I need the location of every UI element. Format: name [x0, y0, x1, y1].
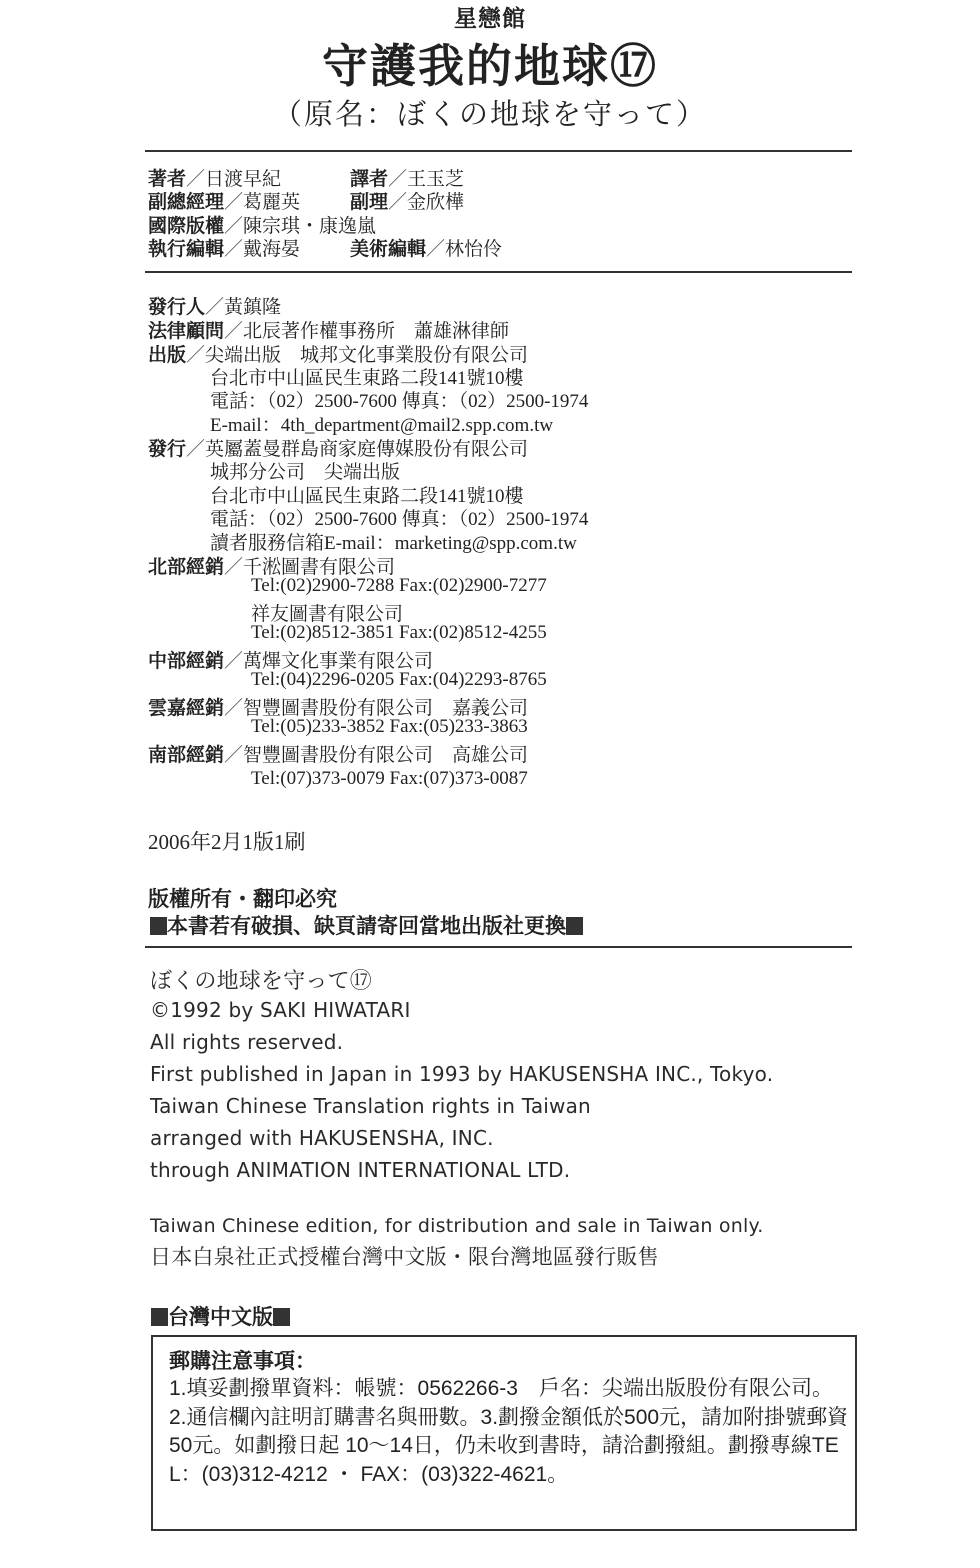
postal-order-box	[151, 1335, 857, 1531]
credit-translator: 譯者／王玉芝	[350, 168, 465, 190]
distributor-line: 台北市中山區民生東路二段141號10樓	[210, 486, 524, 507]
dealer-line: Tel:(02)2900-7288 Fax:(02)2900-7277	[251, 575, 547, 596]
credit-label: 副總經理	[148, 191, 225, 213]
credit-deputy-manager: 副理／金欣樺	[350, 191, 465, 213]
copyright-line: Taiwan Chinese Translation rights in Taiwan	[150, 1094, 591, 1118]
copyright-line: First published in Japan in 1993 by HAKUSENSHA INC., Tokyo.	[150, 1062, 774, 1086]
credit-deputy-gm: 副總經理／葛麗英	[148, 191, 301, 213]
distributor-line: 城邦分公司 尖端出版	[210, 462, 401, 483]
credit-label: 執行編輯	[148, 238, 225, 260]
postal-order-body: 1.填妥劃撥單資料：帳號：0562266-3 戶名：尖端出版股份有限公司。2.通信欄內註明訂購書名與冊數。3.劃撥金額低於500元，請加附掛號郵資50元。如劃撥日起 10～14日，仍未收到書時，請洽劃撥組。劃撥專線TEL：(03)312-4212 ・ FAX：(03)322-4621。	[169, 1377, 849, 1486]
dealer-line: Tel:(04)2296-0205 Fax:(04)2293-8765	[251, 669, 547, 690]
issuer-label: 發行人	[148, 296, 206, 318]
original-title: （原名：ぼくの地球を守って）	[272, 97, 707, 131]
damage-notice	[150, 910, 583, 940]
distributor-email: 讀者服務信箱E-mail：marketing@spp.com.tw	[210, 533, 577, 554]
credit-label: 國際版權	[148, 215, 225, 237]
distributor-line: 英屬蓋曼群島商家庭傳媒股份有限公司	[205, 439, 529, 460]
credit-art-editor: 美術編輯／林怡伶	[350, 238, 503, 260]
credit-value: 戴海晏	[243, 238, 301, 260]
dealer-line: Tel:(05)233-3852 Fax:(05)233-3863	[251, 716, 528, 737]
imprint-name: 星戀館	[454, 6, 526, 32]
issuer-value: 黃鎮隆	[224, 297, 282, 318]
distribution-zh: 日本白泉社正式授權台灣中文版・限台灣地區發行販售	[150, 1245, 659, 1269]
north-dealer-row: 北部經銷／千淞圖書有限公司	[148, 556, 396, 578]
rights-reserved: 版權所有・翻印必究	[148, 887, 337, 911]
credit-executive-editor: 執行編輯／戴海晏	[148, 238, 301, 260]
yunjia-dealer-label: 雲嘉經銷	[148, 697, 225, 719]
square-bullet-icon	[566, 917, 583, 935]
distributor-label: 發行	[148, 438, 187, 460]
dealer-line: 智豐圖書股份有限公司 高雄公司	[243, 745, 529, 766]
credit-value: 葛麗英	[243, 191, 301, 213]
dealer-line: Tel:(02)8512-3851 Fax:(02)8512-4255	[251, 622, 547, 643]
credit-label: 副理	[350, 191, 389, 213]
legal-label: 法律顧問	[148, 320, 225, 342]
copyright-line: arranged with HAKUSENSHA, INC.	[150, 1126, 494, 1150]
credit-label: 著者	[148, 168, 187, 190]
central-dealer-label: 中部經銷	[148, 650, 225, 672]
damage-notice-text: 本書若有破損、缺頁請寄回當地出版社更換	[167, 914, 566, 938]
square-bullet-icon	[151, 1308, 168, 1326]
copyright-line: All rights reserved.	[150, 1030, 344, 1054]
credit-value: 日渡早紀	[205, 168, 282, 190]
central-dealer-row: 中部經銷／萬熚文化事業有限公司	[148, 650, 434, 672]
edition-date: 2006年2月1版1刷	[148, 830, 306, 854]
issuer-row: 發行人／黃鎮隆	[148, 296, 282, 318]
edition-label-text: 台灣中文版	[168, 1305, 273, 1329]
publisher-label: 出版	[148, 344, 187, 366]
copyright-line: through ANIMATION INTERNATIONAL LTD.	[150, 1158, 571, 1182]
publisher-line: 電話：（02）2500-7600 傳真：（02）2500-1974	[210, 391, 589, 412]
postal-order-heading: 郵購注意事項：	[169, 1349, 316, 1373]
credit-label: 美術編輯	[350, 238, 427, 260]
credit-intl-rights: 國際版權／陳宗琪・康逸嵐	[148, 215, 377, 237]
credit-value: 王玉芝	[407, 168, 465, 190]
legal-row: 法律顧問／北辰著作權事務所 蕭雄淋律師	[148, 320, 510, 342]
publisher-line: 台北市中山區民生東路二段141號10樓	[210, 368, 524, 389]
publisher-line: 尖端出版 城邦文化事業股份有限公司	[205, 345, 529, 366]
credit-value: 林怡伶	[445, 238, 503, 260]
yunjia-dealer-row: 雲嘉經銷／智豐圖書股份有限公司 嘉義公司	[148, 697, 529, 719]
divider	[145, 150, 852, 152]
dealer-line: 萬熚文化事業有限公司	[243, 651, 434, 672]
north-dealer-label: 北部經銷	[148, 556, 225, 578]
divider	[145, 946, 852, 948]
south-dealer-label: 南部經銷	[148, 744, 225, 766]
credit-value: 金欣樺	[407, 191, 465, 213]
dealer-line: 智豐圖書股份有限公司 嘉義公司	[243, 698, 529, 719]
legal-value: 北辰著作權事務所 蕭雄淋律師	[243, 321, 510, 342]
square-bullet-icon	[150, 917, 167, 935]
distribution-en: Taiwan Chinese edition, for distribution and sale in Taiwan only.	[150, 1215, 764, 1237]
dealer-line: Tel:(07)373-0079 Fax:(07)373-0087	[251, 768, 528, 789]
distributor-line: 電話：（02）2500-7600 傳真：（02）2500-1974	[210, 509, 589, 530]
credit-label: 譯者	[350, 168, 389, 190]
publisher-email: E-mail：4th_department@mail2.spp.com.tw	[210, 415, 554, 436]
credit-value: 陳宗琪・康逸嵐	[243, 215, 377, 237]
credit-author: 著者／日渡早紀	[148, 168, 282, 190]
dealer-line: 祥友圖書有限公司	[251, 604, 404, 625]
distributor-row: 發行／英屬蓋曼群島商家庭傳媒股份有限公司	[148, 438, 529, 460]
divider	[145, 271, 852, 273]
south-dealer-row: 南部經銷／智豐圖書股份有限公司 高雄公司	[148, 744, 529, 766]
publisher-row: 出版／尖端出版 城邦文化事業股份有限公司	[148, 344, 529, 366]
book-title: 守護我的地球⑰	[322, 39, 658, 93]
copyright-line: ©1992 by SAKI HIWATARI	[150, 998, 411, 1022]
edition-label	[151, 1301, 290, 1331]
square-bullet-icon	[273, 1308, 290, 1326]
original-title-jp: ぼくの地球を守って⑰	[150, 969, 373, 994]
dealer-line: 千淞圖書有限公司	[243, 557, 396, 578]
